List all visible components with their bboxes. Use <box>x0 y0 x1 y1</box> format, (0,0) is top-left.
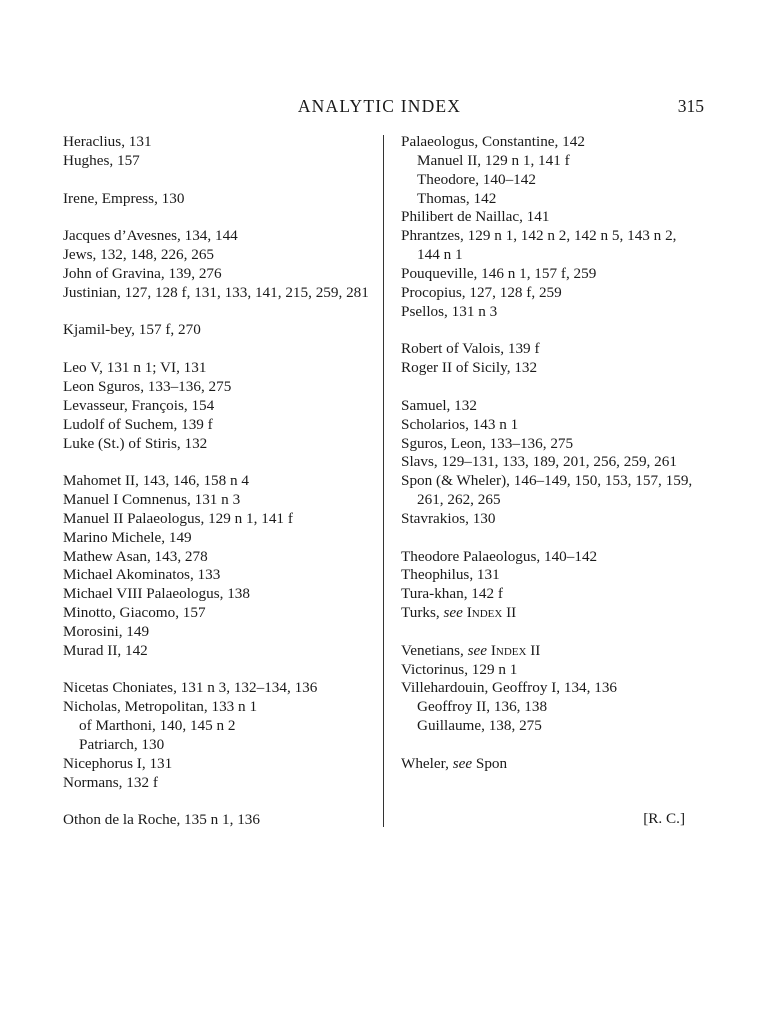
index-entry: Leo V, 131 n 1; VI, 131 <box>63 359 207 377</box>
index-subentry: Thomas, 142 <box>417 189 497 207</box>
index-spacer <box>63 453 368 472</box>
index-entry: Robert of Valois, 139 f <box>401 340 540 358</box>
index-entry-continuation: 144 n 1 <box>417 246 463 264</box>
index-subentry: Patriarch, 130 <box>79 736 165 753</box>
see-reference-target: Index II <box>466 604 517 622</box>
see-reference-target: Spon <box>475 754 508 772</box>
index-subentry: of Marthoni, 140, 145 n 2 <box>79 717 236 735</box>
index-entry: Roger II of Sicily, 132 <box>401 359 538 377</box>
index-entry: Minotto, Giacomo, 157 <box>63 604 206 622</box>
index-entry: Levasseur, François, 154 <box>63 396 215 414</box>
index-spacer <box>401 378 721 397</box>
index-entry: Scholarios, 143 n 1 <box>401 415 519 433</box>
index-entry: Marino Michele, 149 <box>63 528 192 546</box>
index-entry: Spon (& Wheler), 146–149, 150, 153, 157, 159, <box>401 472 693 490</box>
index-entry: Samuel, 132 <box>401 396 477 414</box>
index-spacer <box>401 623 721 642</box>
index-entry: Victorinus, 129 n 1 <box>401 660 518 678</box>
page-title: ANALYTIC INDEX <box>297 96 462 116</box>
index-spacer <box>401 321 721 340</box>
index-column-left <box>63 133 368 830</box>
index-entry-continuation: 261, 262, 265 <box>417 491 501 509</box>
index-entry: Ludolf of Suchem, 139 f <box>63 415 213 433</box>
index-subentry: Theodore, 140–142 <box>417 170 536 188</box>
index-entry: Villehardouin, Geoffroy I, 134, 136 <box>401 679 618 697</box>
index-entry: Tura-khan, 142 f <box>401 585 503 603</box>
index-entry: Othon de la Roche, 135 n 1, 136 <box>63 811 260 829</box>
index-entry-term: Venetians, <box>401 641 468 659</box>
index-entry: Stavrakios, 130 <box>401 509 496 527</box>
see-reference-label: see <box>452 754 473 772</box>
index-entry: Manuel I Comnenus, 131 n 3 <box>63 491 241 509</box>
index-subentry: Guillaume, 138, 275 <box>417 717 542 735</box>
index-entry: Murad II, 142 <box>63 641 148 659</box>
index-spacer <box>63 340 368 359</box>
index-entry: Nicephorus I, 131 <box>63 754 173 772</box>
index-entry: Nicetas Choniates, 131 n 3, 132–134, 136 <box>63 679 318 697</box>
column-divider <box>383 135 384 827</box>
index-entry: Normans, 132 f <box>63 773 158 791</box>
index-entry: Justinian, 127, 128 f, 131, 133, 141, 215, 259, 281 <box>63 283 369 301</box>
index-entry <box>401 604 721 623</box>
index-spacer <box>63 661 368 680</box>
index-entry: Jews, 132, 148, 226, 265 <box>63 246 215 264</box>
index-entry: Manuel II Palaeologus, 129 n 1, 141 f <box>63 509 293 527</box>
index-entry: Mathew Asan, 143, 278 <box>63 547 208 565</box>
index-entry-term: Turks, <box>401 604 444 622</box>
index-entry: Kjamil-bey, 157 f, 270 <box>63 321 201 339</box>
index-spacer <box>63 171 368 190</box>
index-entry: Sguros, Leon, 133–136, 275 <box>401 434 574 452</box>
index-spacer <box>401 736 721 755</box>
index-entry: Leon Sguros, 133–136, 275 <box>63 377 232 395</box>
index-entry: Michael Akominatos, 133 <box>63 566 221 584</box>
index-entry: Mahomet II, 143, 146, 158 n 4 <box>63 472 250 490</box>
index-entry: Morosini, 149 <box>63 622 150 640</box>
index-spacer <box>63 208 368 227</box>
index-entry: Jacques d’Avesnes, 134, 144 <box>63 227 238 245</box>
index-entry <box>401 642 721 661</box>
page-number: 315 <box>677 96 704 116</box>
index-subentry: Manuel II, 129 n 1, 141 f <box>417 151 570 169</box>
index-entry: Philibert de Naillac, 141 <box>401 208 550 226</box>
index-column-right <box>401 133 721 774</box>
see-reference-label: see <box>443 604 463 622</box>
index-entry: Hughes, 157 <box>63 151 140 169</box>
index-entry-term: Wheler, <box>401 754 453 772</box>
index-entry: John of Gravina, 139, 276 <box>63 264 222 282</box>
index-entry: Heraclius, 131 <box>63 133 152 150</box>
index-entry: Michael VIII Palaeologus, 138 <box>63 585 250 603</box>
index-entry: Phrantzes, 129 n 1, 142 n 2, 142 n 5, 143 n 2, <box>401 227 677 245</box>
index-entry: Nicholas, Metropolitan, 133 n 1 <box>63 698 258 716</box>
see-reference-label: see <box>467 641 488 659</box>
index-entry: Psellos, 131 n 3 <box>401 302 498 320</box>
see-reference-target: Index II <box>490 641 541 659</box>
running-head <box>0 96 759 120</box>
index-subentry: Geoffroy II, 136, 138 <box>417 698 548 716</box>
index-entry: Theophilus, 131 <box>401 566 500 584</box>
index-entry: Pouqueville, 146 n 1, 157 f, 259 <box>401 264 597 282</box>
index-entry <box>401 755 721 774</box>
index-spacer <box>63 303 368 322</box>
author-initials: [R. C.] <box>643 810 685 827</box>
index-entry: Palaeologus, Constantine, 142 <box>401 133 585 150</box>
index-spacer <box>63 793 368 812</box>
index-entry: Procopius, 127, 128 f, 259 <box>401 283 562 301</box>
index-entry: Theodore Palaeologus, 140–142 <box>401 547 598 565</box>
index-spacer <box>401 529 721 548</box>
index-entry: Irene, Empress, 130 <box>63 189 185 207</box>
index-entry: Luke (St.) of Stiris, 132 <box>63 434 208 452</box>
index-entry: Slavs, 129–131, 133, 189, 201, 256, 259, 261 <box>401 453 677 471</box>
